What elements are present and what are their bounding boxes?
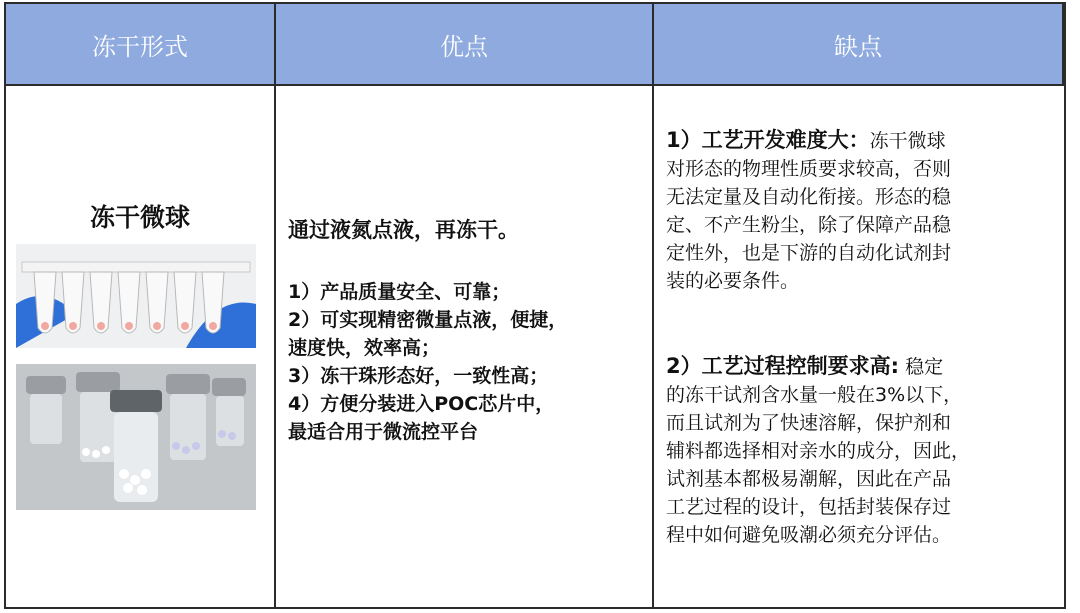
pros-line: 2）可实现精密微量点液，便捷，: [288, 309, 568, 331]
con-line: 工艺过程的设计，包括封装保存过: [666, 496, 952, 518]
pros-line: 3）冻干珠形态好，一致性高；: [288, 365, 549, 387]
con-lead: 1）工艺开发难度大：: [666, 128, 870, 152]
form-title: 冻干微球: [89, 203, 190, 232]
cons-cell: [654, 86, 1064, 607]
con-line: 对形态的物理性质要求较高，否则: [666, 158, 952, 180]
con-line: 而且试剂为了快速溶解，保护剂和: [666, 412, 952, 434]
header-cons: 缺点: [654, 4, 1064, 86]
pros-line: 4）方便分装进入POC芯片中，: [288, 393, 555, 415]
pros-list: [288, 278, 648, 446]
con-line: 辅料都选择相对亲水的成分，因此，: [666, 440, 971, 462]
pros-line: 速度快，效率高；: [288, 337, 441, 359]
pros-line: 1）产品质量安全、可靠；: [288, 281, 511, 303]
con-item-2: [666, 352, 1058, 549]
con-line: 的冻干试剂含水量一般在3%以下，: [666, 384, 963, 406]
con-line: 定、不产生粉尘，除了保障产品稳: [666, 214, 952, 236]
con-line: 试剂基本都极易潮解，因此在产品: [666, 468, 952, 490]
form-cell: [6, 86, 276, 607]
vials-photo: [16, 364, 256, 510]
con-line: 稳定: [905, 356, 944, 378]
header-form: 冻干形式: [6, 4, 276, 86]
pros-line: 最适合用于微流控平台: [288, 421, 479, 443]
con-line: 装的必要条件。: [666, 270, 800, 292]
con-item-1: [666, 126, 1058, 295]
pros-heading: 通过液氮点液，再冻干。: [288, 218, 519, 242]
pros-cell: [276, 86, 654, 607]
con-line: 冻干微球: [869, 130, 946, 152]
con-line: 程中如何避免吸潮必须充分评估。: [666, 524, 952, 546]
con-line: 定性外，也是下游的自动化试剂封: [666, 242, 952, 264]
pcr-tubes-photo: [16, 244, 256, 348]
header-pros: 优点: [276, 4, 654, 86]
con-lead: 2）工艺过程控制要求高:: [666, 354, 900, 378]
comparison-table: [4, 2, 1066, 609]
con-line: 无法定量及自动化衔接。形态的稳: [666, 186, 952, 208]
